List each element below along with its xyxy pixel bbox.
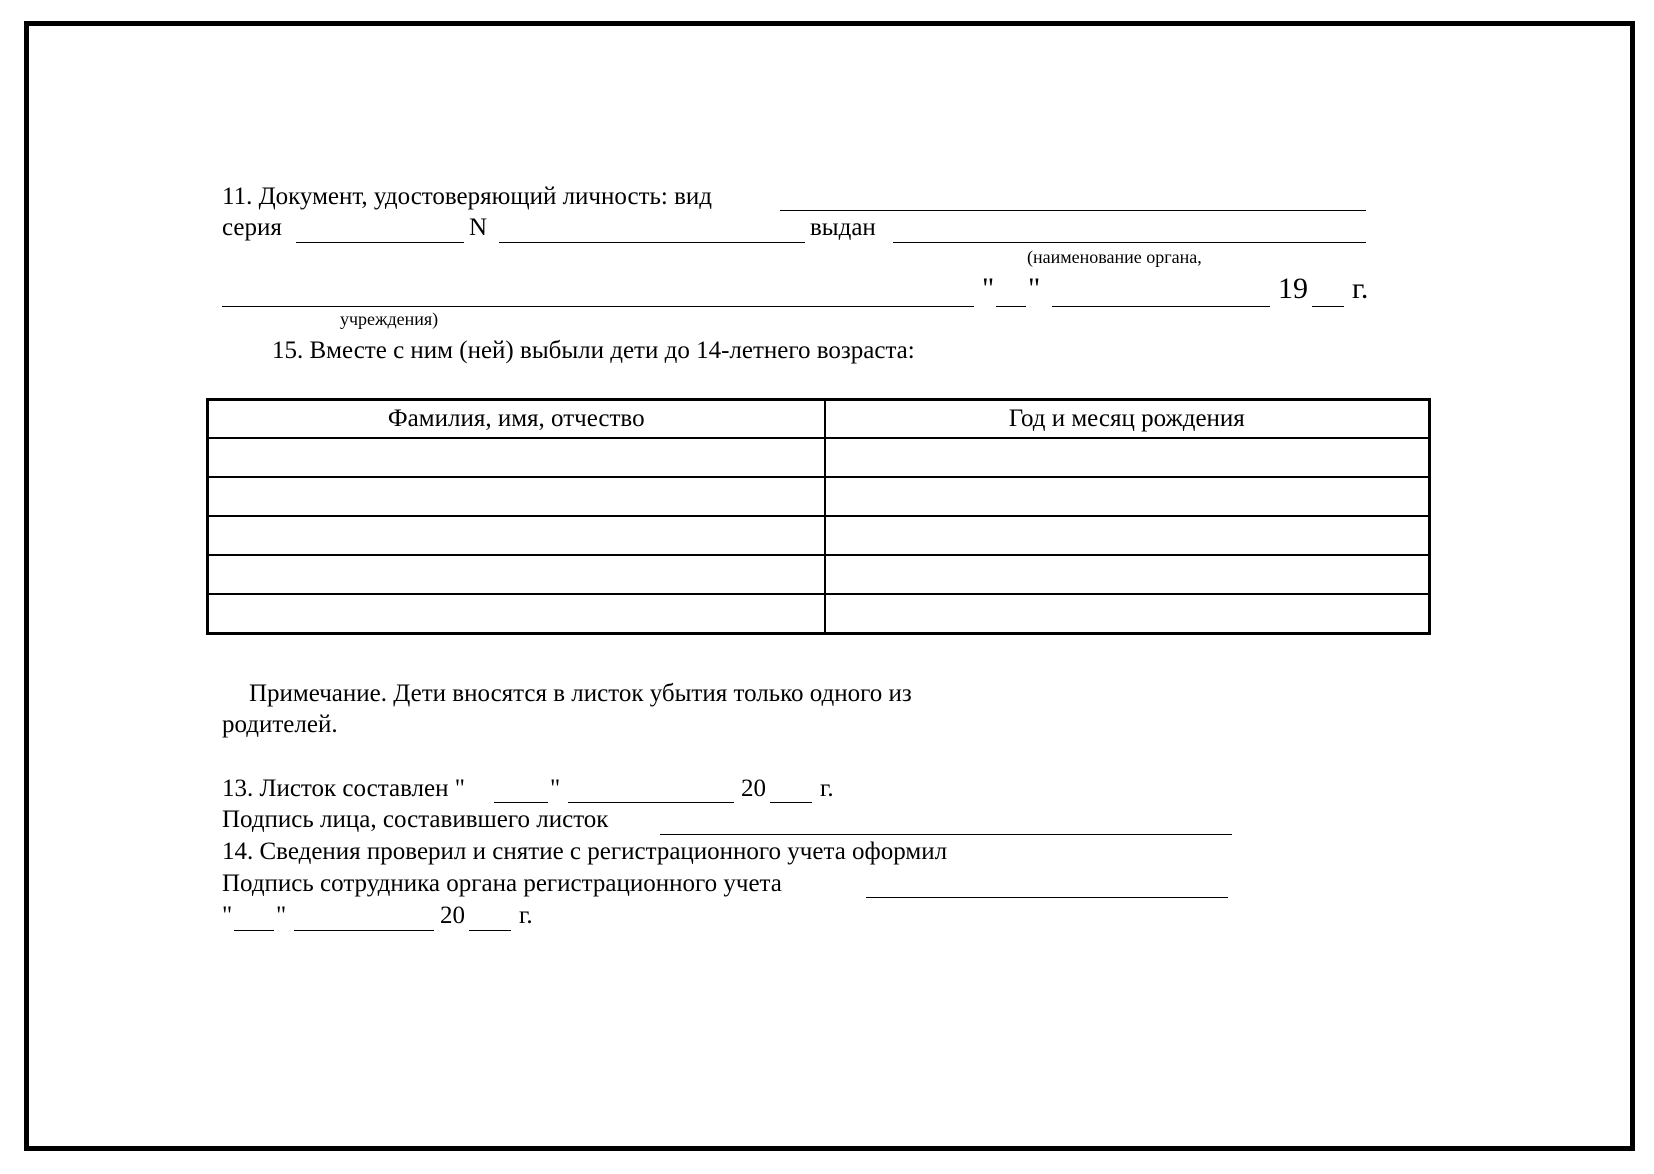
child-name-cell[interactable]	[208, 477, 825, 516]
header-birth-date: Год и месяц рождения	[825, 400, 1430, 439]
composed-year-suffix: г.	[820, 775, 834, 802]
series-field[interactable]	[296, 242, 464, 243]
issued-label: выдан	[810, 214, 876, 241]
officer-date-quote-close: "	[276, 902, 287, 929]
document-kind-field[interactable]	[780, 210, 1366, 211]
series-label: серия	[222, 214, 282, 241]
document-kind-label: 11. Документ, удостоверяющий личность: вид	[222, 183, 713, 210]
note-line-1: Примечание. Дети вносятся в листок убытия только одного из	[249, 680, 912, 707]
issued-by-field[interactable]	[893, 242, 1366, 243]
composed-day-field[interactable]	[494, 802, 548, 803]
officer-month-field[interactable]	[294, 930, 434, 931]
child-birth-cell[interactable]	[825, 477, 1430, 516]
issue-day-field[interactable]	[996, 306, 1026, 307]
issue-year-prefix: 19	[1278, 272, 1308, 305]
number-field[interactable]	[499, 242, 805, 243]
child-name-cell[interactable]	[208, 516, 825, 555]
number-label: N	[469, 214, 488, 241]
date-quote-close: "	[1028, 272, 1041, 305]
table-row	[208, 555, 1430, 594]
table-row	[208, 438, 1430, 477]
issuer-caption-1: (наименование органа,	[1027, 247, 1202, 267]
composed-month-field[interactable]	[568, 802, 734, 803]
child-birth-cell[interactable]	[825, 438, 1430, 477]
issue-year-field[interactable]	[1312, 306, 1344, 307]
officer-year-suffix: г.	[519, 902, 533, 929]
children-table	[206, 398, 1431, 635]
table-row	[208, 594, 1430, 634]
table-row	[208, 516, 1430, 555]
issue-year-suffix: г.	[1352, 272, 1369, 305]
composed-quote-close: "	[550, 775, 561, 802]
child-name-cell[interactable]	[208, 594, 825, 634]
child-birth-cell[interactable]	[825, 555, 1430, 594]
officer-signature-label: Подпись сотрудника органа регистрационного учета	[222, 870, 782, 897]
sheet-composed-label: 13. Листок составлен "	[222, 775, 465, 802]
child-birth-cell[interactable]	[825, 516, 1430, 555]
header-full-name: Фамилия, имя, отчество	[208, 400, 825, 439]
issuer-caption-2: учреждения)	[340, 309, 439, 329]
table-header-row	[208, 400, 1430, 439]
composed-year-prefix: 20	[741, 775, 766, 802]
officer-date-quote-open: "	[222, 902, 233, 929]
date-quote-open: "	[982, 272, 995, 305]
child-name-cell[interactable]	[208, 555, 825, 594]
composer-signature-field[interactable]	[660, 834, 1232, 835]
children-section-title: 15. Вместе с ним (ней) выбыли дети до 14-летнего возраста:	[272, 337, 915, 364]
note-line-2: родителей.	[222, 711, 338, 738]
child-name-cell[interactable]	[208, 438, 825, 477]
officer-year-prefix: 20	[440, 902, 465, 929]
table-row	[208, 477, 1430, 516]
composer-signature-label: Подпись лица, составившего листок	[222, 806, 609, 833]
officer-signature-field[interactable]	[866, 897, 1228, 898]
composed-year-field[interactable]	[770, 802, 812, 803]
child-birth-cell[interactable]	[825, 594, 1430, 634]
officer-year-field[interactable]	[469, 930, 511, 931]
issue-month-field[interactable]	[1052, 306, 1270, 307]
verification-label: 14. Сведения проверил и снятие с регистрационного учета оформил	[222, 838, 948, 865]
issued-by-field-cont[interactable]	[222, 306, 974, 307]
officer-day-field[interactable]	[234, 930, 274, 931]
